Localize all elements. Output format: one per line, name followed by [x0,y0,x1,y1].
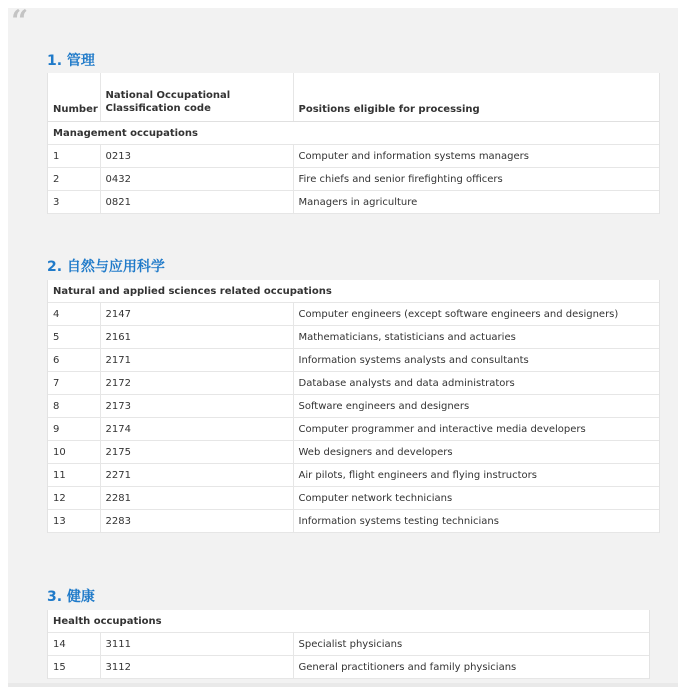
row-code: 0821 [100,191,293,214]
row-code: 2174 [100,418,293,441]
table-row [48,349,659,372]
table-row [48,510,659,533]
row-code: 2281 [100,487,293,510]
row-number: 15 [48,656,100,679]
row-position: Computer programmer and interactive media developers [293,418,659,441]
row-number: 10 [48,441,100,464]
row-number: 6 [48,349,100,372]
row-position: Web designers and developers [293,441,659,464]
table-row [48,168,659,191]
row-position: Managers in agriculture [293,191,659,214]
row-number: 3 [48,191,100,214]
table-row [48,656,649,679]
row-number: 2 [48,168,100,191]
group-label: Natural and applied sciences related occupations [48,280,659,303]
table-sciences [47,280,660,533]
table-row [48,303,659,326]
row-number: 11 [48,464,100,487]
row-number: 4 [48,303,100,326]
row-code: 0432 [100,168,293,191]
row-number: 1 [48,145,100,168]
table-row [48,464,659,487]
row-code: 0213 [100,145,293,168]
column-header-number: Number [48,73,100,122]
table-group-row [48,122,659,145]
row-code: 2271 [100,464,293,487]
row-position: Computer network technicians [293,487,659,510]
row-number: 8 [48,395,100,418]
row-code: 3111 [100,633,293,656]
quote-mark-icon: “ [11,4,26,39]
row-position: General practitioners and family physicians [293,656,649,679]
table-row [48,372,659,395]
row-position: Computer engineers (except software engineers and designers) [293,303,659,326]
group-label: Health occupations [48,610,649,633]
row-number: 9 [48,418,100,441]
table-group-row [48,610,649,633]
row-position: Specialist physicians [293,633,649,656]
row-code: 2147 [100,303,293,326]
row-code: 2173 [100,395,293,418]
table-health [47,610,650,679]
row-position: Fire chiefs and senior firefighting officers [293,168,659,191]
column-header-positions: Positions eligible for processing [293,73,659,122]
row-code: 2161 [100,326,293,349]
row-position: Database analysts and data administrators [293,372,659,395]
group-label: Management occupations [48,122,659,145]
row-code: 2172 [100,372,293,395]
row-code: 2171 [100,349,293,372]
section-heading-sciences: 2. 自然与应用科学 [47,259,165,275]
row-number: 13 [48,510,100,533]
table-row [48,441,659,464]
table-row [48,487,659,510]
row-position: Computer and information systems managers [293,145,659,168]
row-position: Information systems testing technicians [293,510,659,533]
panel-bottom-edge [8,683,678,687]
row-number: 12 [48,487,100,510]
section-heading-health: 3. 健康 [47,589,95,605]
table-group-row [48,280,659,303]
row-code: 3112 [100,656,293,679]
table-row [48,191,659,214]
table-row [48,418,659,441]
row-code: 2283 [100,510,293,533]
table-management [47,73,660,214]
table-row [48,145,659,168]
row-position: Software engineers and designers [293,395,659,418]
table-row [48,326,659,349]
table-header-row [48,73,659,122]
row-number: 5 [48,326,100,349]
column-header-code: National Occupational Classification code [100,73,293,122]
row-number: 7 [48,372,100,395]
row-number: 14 [48,633,100,656]
table-row [48,633,649,656]
row-position: Mathematicians, statisticians and actuaries [293,326,659,349]
row-position: Information systems analysts and consultants [293,349,659,372]
table-row [48,395,659,418]
section-heading-management: 1. 管理 [47,53,95,69]
row-code: 2175 [100,441,293,464]
row-position: Air pilots, flight engineers and flying instructors [293,464,659,487]
